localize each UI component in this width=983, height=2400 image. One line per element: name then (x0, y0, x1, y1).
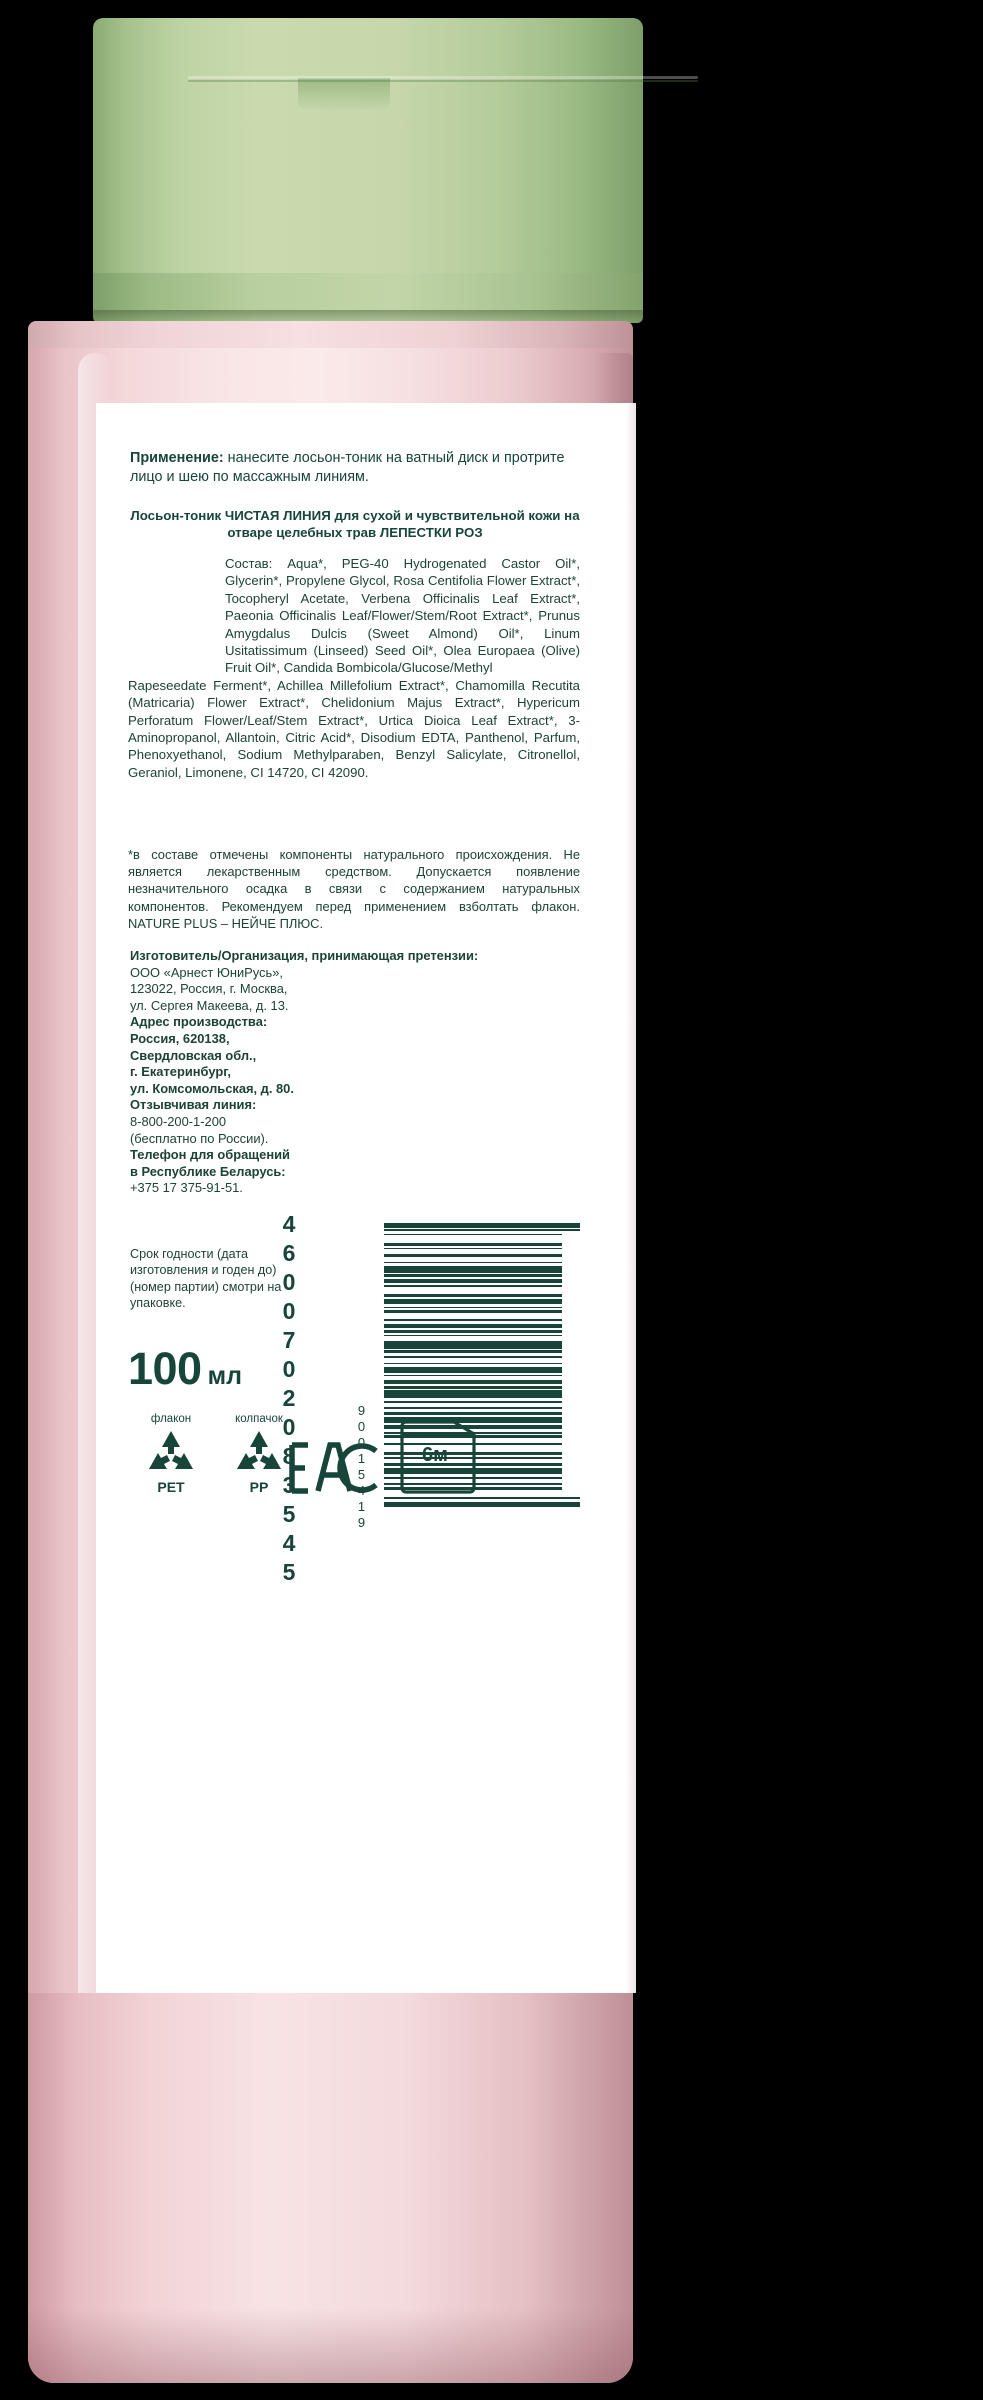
usage-label: Применение: (130, 450, 224, 466)
hotline-note: (бесплатно по России). (130, 1130, 269, 1146)
recycle-icon (143, 1427, 199, 1477)
barcode-bar (384, 1285, 562, 1287)
barcode-bar (384, 1367, 562, 1373)
barcode-bar (384, 1335, 562, 1337)
barcode-bar (384, 1243, 562, 1246)
manufacturer-company: ООО «Арнест ЮниРусь», (130, 964, 283, 980)
barcode-side-code: 90015419 (354, 1403, 369, 1531)
barcode-bar (384, 1375, 562, 1377)
barcode-bar (384, 1262, 562, 1264)
barcode-bar (384, 1350, 562, 1353)
cap-seam-shadow (188, 80, 698, 82)
manufacturer-block (130, 948, 590, 1197)
production-address-4: ул. Комсомольская, д. 80. (130, 1080, 294, 1096)
barcode-bar (384, 1324, 562, 1329)
product-label (96, 403, 636, 1993)
barcode-bar (384, 1229, 580, 1231)
pao-label: 6м (422, 1444, 448, 1466)
product-bottle (18, 18, 965, 2386)
barcode-bar (384, 1363, 562, 1365)
eac-mark-icon (288, 1441, 380, 1495)
volume-indicator (128, 1343, 242, 1395)
belarus-phone-title-2: в Республике Беларусь: (130, 1163, 286, 1179)
manufacturer-title: Изготовитель/Организация, принимающая претензии: (130, 948, 479, 963)
production-address-title: Адрес производства: (130, 1014, 268, 1030)
manufacturer-address-1: 123022, Россия, г. Москва, (130, 981, 288, 997)
ingredients-footnote: *в составе отмечены компоненты натурального происхождения. Не является лекарственным средством. Допускается появление незначительного осадка в связи с содержанием натуральных компонентов. Рекомендуем перед применением взболтать флакон. NATURE PLUS – НЕЙЧЕ ПЛЮС. (128, 847, 580, 931)
barcode-bar (384, 1330, 562, 1333)
recycle-cap-code: PP (249, 1479, 269, 1495)
belarus-phone-title-1: Телефон для обращений (130, 1147, 290, 1163)
barcode-bar (384, 1294, 562, 1297)
label-right-shading (626, 403, 636, 1993)
barcode-bar (384, 1497, 580, 1499)
cap-notch (298, 78, 390, 110)
expiry-line-2: изготовления и годен до) (130, 1263, 277, 1278)
hotline-number: 8-800-200-1-200 (130, 1113, 227, 1129)
expiry-line-1: Срок годности (дата (130, 1247, 248, 1261)
recycle-icon (231, 1427, 287, 1477)
barcode-bar (384, 1307, 562, 1309)
barcode-bar (384, 1386, 562, 1389)
volume-unit: мл (207, 1362, 242, 1390)
volume-number: 100 (128, 1343, 202, 1394)
barcode-bar (384, 1356, 562, 1358)
bottle-bottom-shadow (28, 2308, 633, 2383)
barcode-bar (384, 1266, 562, 1272)
usage-instructions (130, 449, 575, 486)
usage-text: нанесите лосьон-тоник на ватный диск и протрите лицо и шею по массажным линиям. (130, 450, 565, 485)
recycle-mark-bottle (128, 1413, 214, 1495)
cap-seam-highlight (188, 76, 698, 79)
expiry-line-4: упаковке. (130, 1296, 186, 1311)
barcode-bar (384, 1341, 562, 1349)
recycle-bottle-caption: флакон (150, 1413, 192, 1425)
recycle-cap-caption: колпачок (235, 1413, 283, 1425)
barcode-bar (384, 1279, 562, 1284)
ingredients-tail: Rapeseedate Ferment*, Achillea Millefolium Extract*, Chamomilla Recutita (Matricaria) Flower Extract*, Chelidonium Majus Extract*, Hypericum Perforatum Flower/Leaf/Stem Extract*, Urtica Dioica Leaf Extract*, 3-Aminopropanol, Allantoin, Citric Acid*, Disodium EDTA, Panthenol, Parfum, Phenoxyethanol, Sodium Methylparaben, Benzyl Salicylate, Citronellol, Geraniol, Limonene, CI 14720, CI 42090. (128, 677, 580, 780)
production-address-1: Россия, 620138, (130, 1030, 230, 1046)
ingredients-list (128, 555, 580, 781)
barcode-bar (384, 1310, 562, 1313)
recycle-bottle-code: PET (157, 1479, 185, 1495)
barcode-bar (384, 1319, 562, 1321)
barcode-bar (384, 1502, 580, 1507)
product-name: Лосьон-тоник ЧИСТАЯ ЛИНИЯ для сухой и чувствительной кожи на отваре целебных трав ЛЕПЕСТКИ РОЗ (130, 508, 580, 540)
barcode-digits: 4600702083545 (276, 1211, 302, 1588)
barcode-bar (384, 1223, 580, 1228)
barcode-bar (384, 1248, 562, 1250)
barcode-bar (384, 1299, 562, 1304)
barcode-bar (384, 1390, 562, 1398)
barcode-bar (384, 1380, 562, 1385)
production-address-2: Свердловская обл., (130, 1047, 257, 1063)
barcode-bar (384, 1234, 562, 1236)
barcode-bar (384, 1274, 562, 1277)
hotline-title: Отзывчивая линия: (130, 1097, 257, 1113)
barcode-bar (384, 1254, 562, 1257)
ingredients-head: Состав: Aqua*, PEG-40 Hydrogenated Castor Oil*, Glycerin*, Propylene Glycol, Rosa Centifolia Flower Extract*, Tocopheryl Acetate, Verbena Officinalis Leaf Extract*, Paeonia Officinalis Leaf/Flower/Stem/Root Extract*, Prunus Amygdalus Dulcis (Sweet Almond) Oil*, Linum Usitatissimum (Linseed) Seed Oil*, Olea Europaea (Olive) Fruit Oil*, Candida Bombicola/Glucose/Methyl (225, 556, 580, 676)
period-after-opening-icon (396, 1398, 480, 1494)
production-address-3: г. Екатеринбург, (130, 1064, 232, 1080)
belarus-phone-number: +375 17 375-91-51. (130, 1180, 243, 1196)
manufacturer-address-2: ул. Сергея Макеева, д. 13. (130, 997, 289, 1013)
expiry-line-3: (номер партии) смотри на (130, 1279, 282, 1294)
